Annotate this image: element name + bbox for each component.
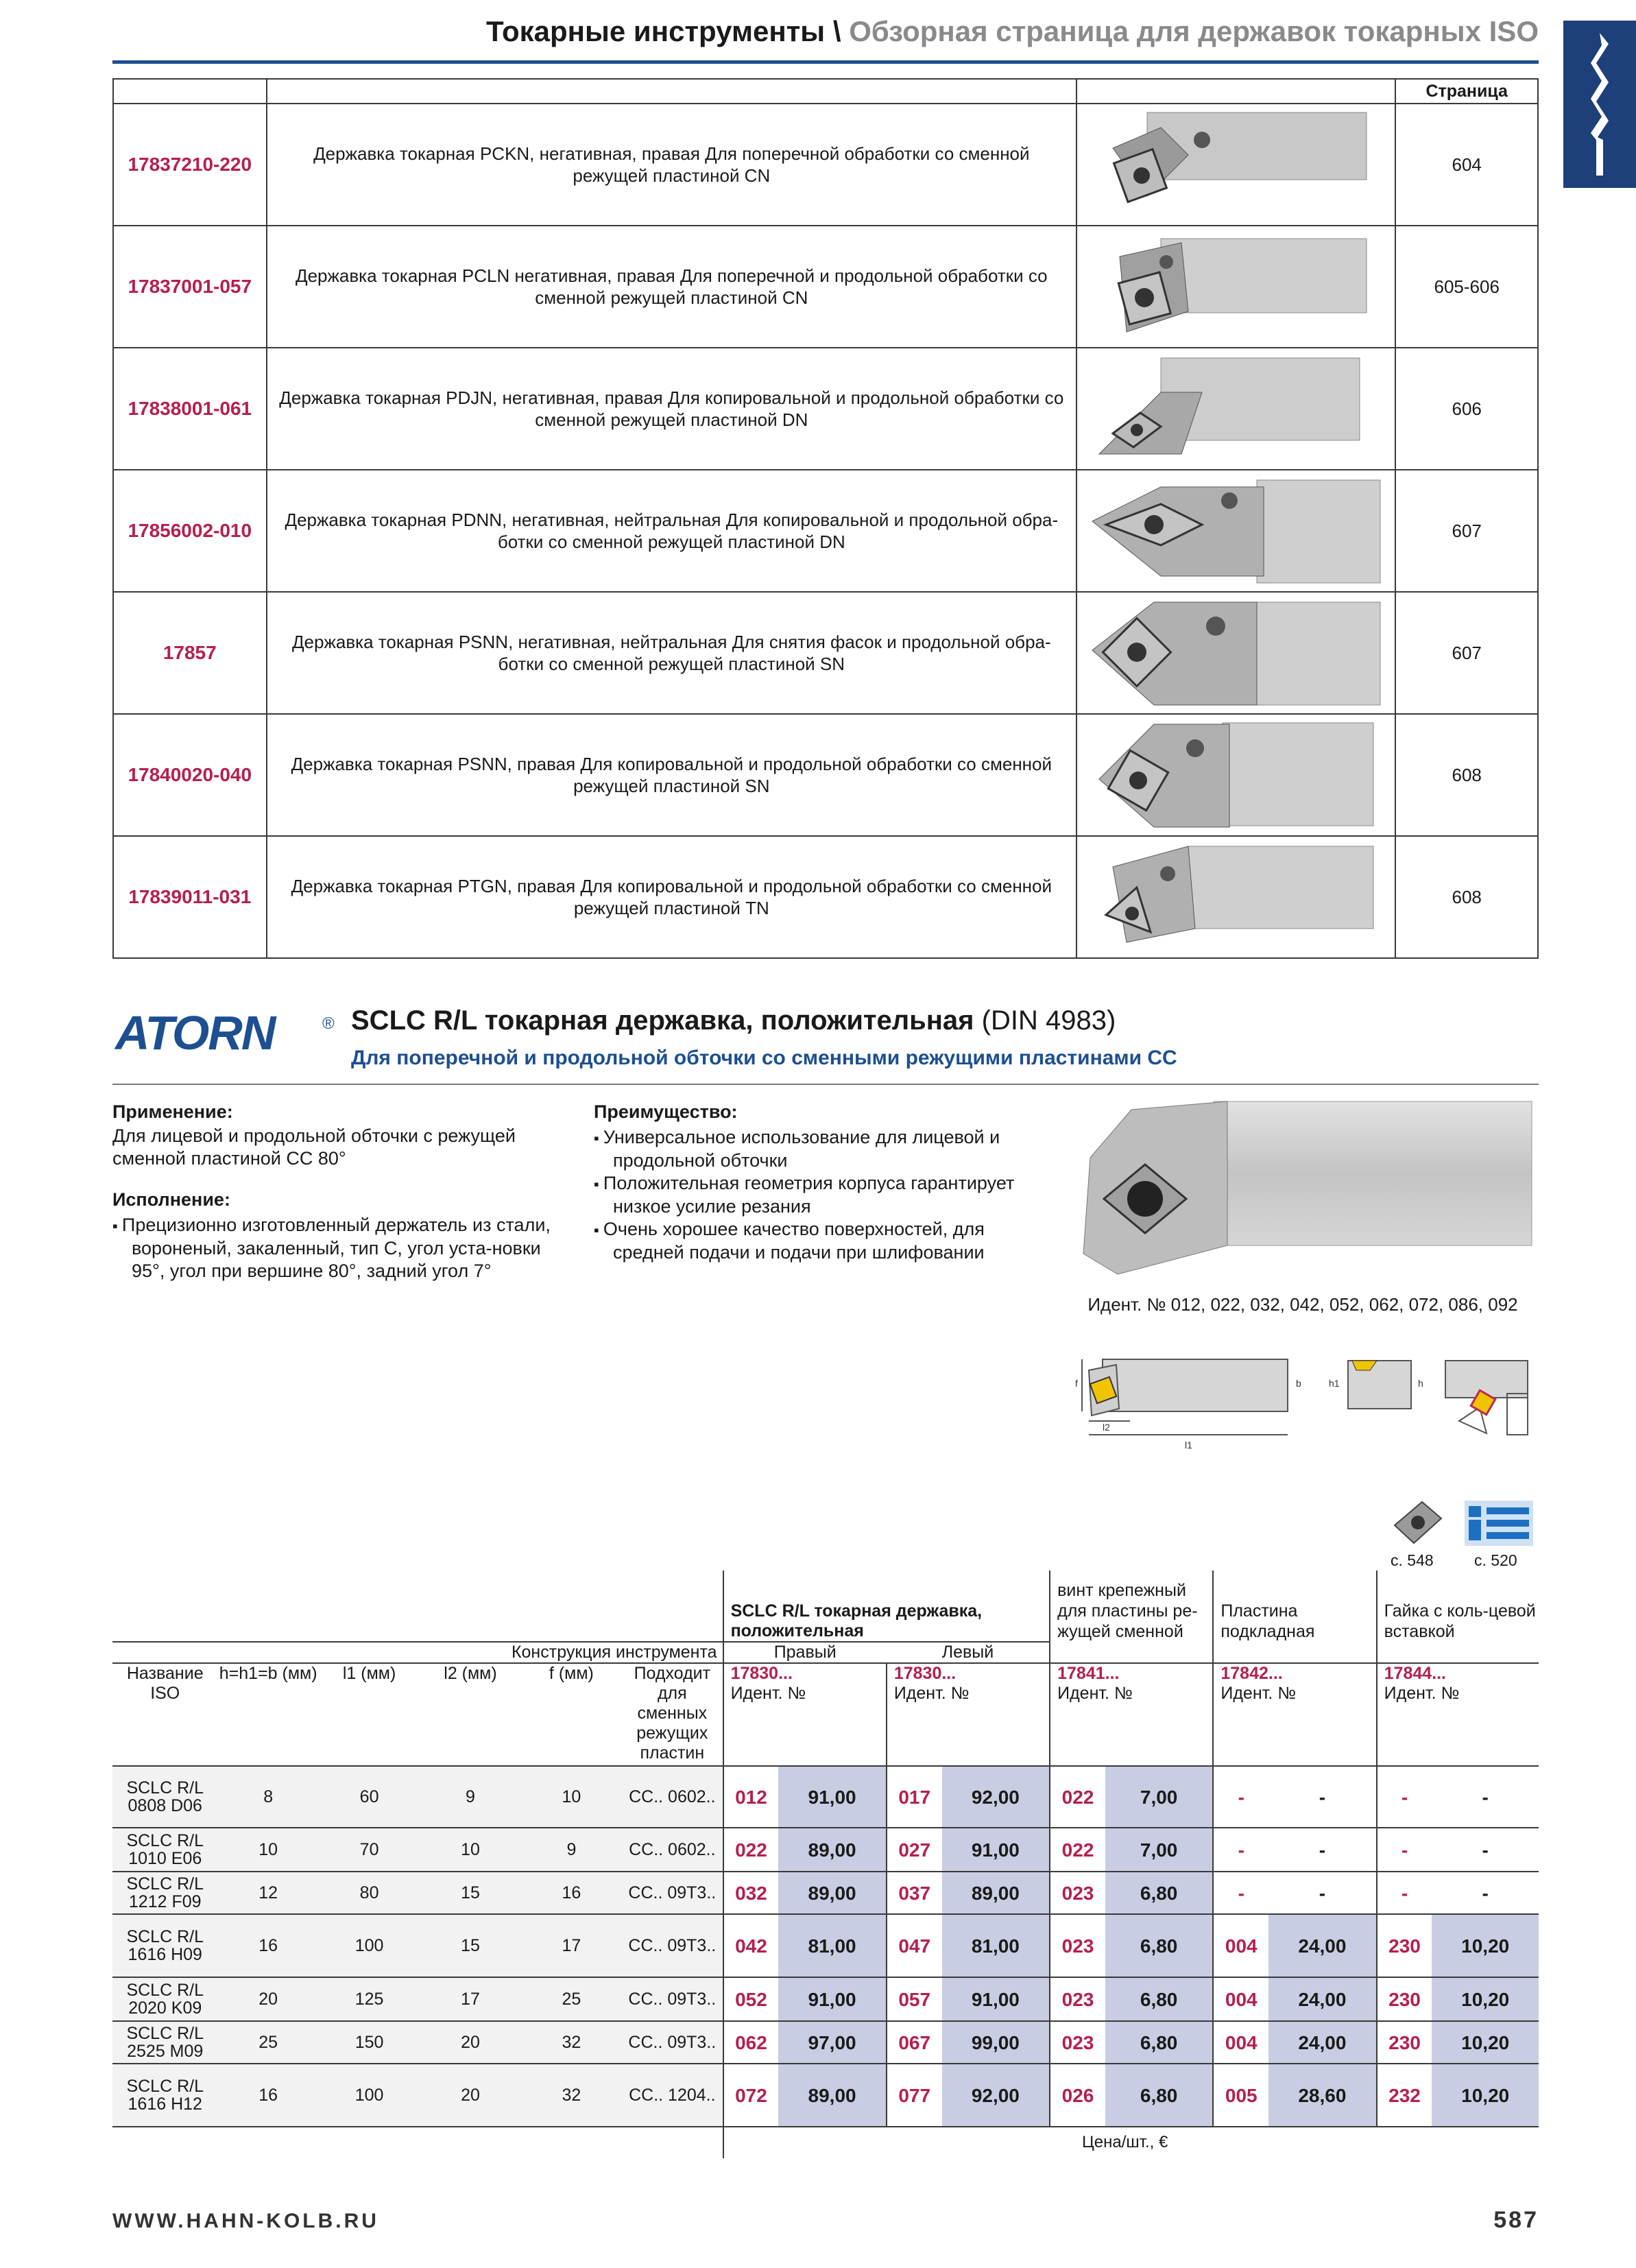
right-label: Правый: [723, 1642, 887, 1663]
catalog-page[interactable]: 608: [1395, 836, 1538, 958]
group-shim-header: Пластина подкладная: [1213, 1571, 1376, 1642]
ident-shim[interactable]: 004: [1213, 2021, 1268, 2064]
holder-image: [1076, 348, 1395, 470]
drill-icon: [1583, 30, 1617, 178]
product-title-text: SCLC R/L токарная державка, положительная: [351, 1005, 974, 1036]
col-l1: l1 (мм): [319, 1663, 420, 1766]
article-number[interactable]: 17837001-057: [113, 226, 267, 348]
ident-nut[interactable]: 230: [1377, 1914, 1432, 1977]
price-screw: 6,80: [1105, 1872, 1214, 1914]
overview-row: [113, 226, 1538, 348]
group-nut-header: Гайка с коль-цевой вставкой: [1377, 1571, 1539, 1642]
price-right: 89,00: [778, 2064, 887, 2127]
info-ref-icon[interactable]: [1465, 1501, 1533, 1546]
price-right: 81,00: [778, 1914, 887, 1977]
price-left: 99,00: [942, 2021, 1050, 2064]
logo-reg: ®: [322, 1014, 335, 1033]
group-holder-header: SCLC R/L токарная державка, положительная: [723, 1571, 1050, 1642]
overview-row: [113, 470, 1538, 592]
page-header-title: [486, 15, 1539, 48]
ident-nut[interactable]: 232: [1377, 2064, 1432, 2127]
price-shim: -: [1268, 1766, 1377, 1828]
info-ref-label[interactable]: с. 520: [1474, 1551, 1517, 1569]
holder-image: [1076, 470, 1395, 592]
application-heading: Применение:: [112, 1101, 233, 1122]
page-col-header: Страница: [1395, 79, 1538, 104]
ident-screw[interactable]: 023: [1050, 2021, 1105, 2064]
article-description: Державка токарная PCLN негативная, правая Для поперечной и продольной обработки со сменной режущей пластиной CN: [267, 226, 1077, 348]
ident-header-shim: 17842... Идент. №: [1213, 1663, 1376, 1766]
price-shim: -: [1268, 1872, 1377, 1914]
overview-header-row: [113, 79, 1538, 104]
catalog-page[interactable]: 604: [1395, 104, 1538, 226]
iso-name: SCLC R/L 0808 D06: [112, 1766, 217, 1828]
catalog-page[interactable]: 605-606: [1395, 226, 1538, 348]
header-rule: [112, 60, 1539, 64]
dim-label-l2: l2: [1103, 1422, 1110, 1433]
article-number[interactable]: 17856002-010: [113, 470, 267, 592]
price-nut: 10,20: [1432, 1914, 1539, 1977]
ident-shim: -: [1213, 1828, 1268, 1872]
price-right: 89,00: [778, 1828, 887, 1872]
holder-image: [1076, 104, 1395, 226]
price-nut: -: [1432, 1828, 1539, 1872]
technical-drawing: [1075, 1352, 1536, 1455]
table-row: SCLC R/L 1616 H09 16 100 15 17 CC.. 09T3.. 042 81,00 047 81,00 023 6,80 004 24,00 230 10,20: [112, 1914, 1539, 1977]
price-nut: -: [1432, 1872, 1539, 1914]
article-number[interactable]: 17838001-061: [113, 348, 267, 470]
ident-nut: -: [1377, 1828, 1432, 1872]
price-nut: -: [1432, 1766, 1539, 1828]
product-din: (DIN 4983): [981, 1005, 1116, 1036]
group-header-row: [112, 1571, 1539, 1642]
holder-image: [1076, 714, 1395, 836]
iso-name: SCLC R/L 2020 K09: [112, 1977, 217, 2021]
price-nut: 10,20: [1432, 1977, 1539, 2021]
ident-right[interactable]: 062: [723, 2021, 779, 2064]
price-screw: 6,80: [1105, 1914, 1214, 1977]
price-right: 91,00: [778, 1977, 887, 2021]
catalog-page[interactable]: 607: [1395, 470, 1538, 592]
article-number[interactable]: 17839011-031: [113, 836, 267, 958]
article-number[interactable]: 17840020-040: [113, 714, 267, 836]
section-rule: [112, 1084, 1539, 1085]
article-description: Державка токарная PDJN, негативная, правая Для копировальной и продольной обработки со сменной режущей пластиной DN: [267, 348, 1077, 470]
table-row: SCLC R/L 2020 K09 20 125 17 25 CC.. 09T3.. 052 91,00 057 91,00 023 6,80 004 24,00 230 10,20: [112, 1977, 1539, 2021]
price-left: 92,00: [942, 2064, 1050, 2127]
atorn-logo: [112, 1010, 339, 1058]
price-screw: 7,00: [1105, 1766, 1214, 1828]
execution-list: [112, 1214, 579, 1282]
price-right: 89,00: [778, 1872, 887, 1914]
table-row: SCLC R/L 0808 D06 8 60 9 10 CC.. 0602.. 012 91,00 017 92,00 022 7,00 - - - -: [112, 1766, 1539, 1828]
ident-shim[interactable]: 005: [1213, 2064, 1268, 2127]
construction-label: Конструкция инструмента: [112, 1642, 723, 1663]
chapter-tab[interactable]: [1563, 21, 1636, 188]
price-right: 91,00: [778, 1766, 887, 1828]
col-name: Название ISO: [112, 1663, 217, 1766]
article-description: Державка токарная PSNN, правая Для копировальной и продольной обработки со сменной режущей пластиной SN: [267, 714, 1077, 836]
dim-label-f: f: [1075, 1378, 1078, 1389]
price-left: 89,00: [942, 1872, 1050, 1914]
ident-right[interactable]: 042: [723, 1914, 779, 1977]
advantages-heading: Преимущество:: [594, 1101, 738, 1122]
col-insert: Подходит для сменных режущих пластин: [622, 1663, 723, 1766]
price-screw: 6,80: [1105, 1977, 1214, 2021]
catalog-page[interactable]: 607: [1395, 592, 1538, 714]
article-description: Державка токарная PSNN, негативная, нейтральная Для снятия фасок и продольной обра-ботки со сменной режущей пластиной SN: [267, 592, 1077, 714]
ident-right[interactable]: 052: [723, 1977, 779, 2021]
ident-left[interactable]: 057: [887, 1977, 942, 2021]
advantages-list: [594, 1126, 1060, 1264]
ident-nut[interactable]: 230: [1377, 1977, 1432, 2021]
col-hhb: h=h1=b (мм): [217, 1663, 318, 1766]
ident-header-left: 17830... Идент. №: [887, 1663, 1050, 1766]
price-right: 97,00: [778, 2021, 887, 2064]
ident-left[interactable]: 047: [887, 1914, 942, 1977]
overview-row: [113, 836, 1538, 958]
ident-shim: -: [1213, 1766, 1268, 1828]
ident-left[interactable]: 077: [887, 2064, 942, 2127]
ident-right[interactable]: 022: [723, 1828, 779, 1872]
holder-image: [1076, 836, 1395, 958]
ident-shim[interactable]: 004: [1213, 1977, 1268, 2021]
article-description: Державка токарная PDNN, негативная, нейтральная Для копировальной и продольной обра-ботки со сменной режущей пластиной DN: [267, 470, 1077, 592]
iso-name: SCLC R/L 1212 F09: [112, 1872, 217, 1914]
product-subtitle: Для поперечной и продольной обточки со сменными режущими пластинами CC: [351, 1047, 1177, 1069]
logo-text: ATORN: [115, 1010, 275, 1058]
advantage-item: ▪ Положительная геометрия корпуса гарантирует низкое усилие резания: [594, 1172, 1060, 1218]
price-left: 81,00: [942, 1914, 1050, 1977]
product-photo: [1076, 1096, 1536, 1281]
overview-row: [113, 714, 1538, 836]
price-shim: 28,60: [1268, 2064, 1377, 2127]
ident-left[interactable]: 017: [887, 1766, 942, 1828]
page-number: 587: [1493, 2207, 1539, 2233]
article-description: Державка токарная PTGN, правая Для копировальной и продольной обработки со сменной режущей пластиной TN: [267, 836, 1077, 958]
iso-name: SCLC R/L 1616 H09: [112, 1914, 217, 1977]
iso-name: SCLC R/L 1010 E06: [112, 1828, 217, 1872]
overview-row: [113, 104, 1538, 226]
ident-right[interactable]: 032: [723, 1872, 779, 1914]
left-label: Левый: [887, 1642, 1050, 1663]
table-row: SCLC R/L 1616 H12 16 100 20 32 CC.. 1204.. 072 89,00 077 92,00 026 6,80 005 28,60 232 10,20: [112, 2064, 1539, 2127]
ident-screw[interactable]: 022: [1050, 1766, 1105, 1828]
price-left: 91,00: [942, 1828, 1050, 1872]
overview-table: [112, 78, 1539, 959]
price-note: Цена/шт., €: [1082, 2133, 1168, 2151]
ident-screw[interactable]: 026: [1050, 2064, 1105, 2127]
ident-left[interactable]: 027: [887, 1828, 942, 1872]
price-shim: 24,00: [1268, 1977, 1377, 2021]
execution-item: ▪ Прецизионно изготовленный держатель из стали, вороненый, закаленный, тип C, угол уста-новки 95°, угол при вершине 80°, задний угол 7°: [112, 1214, 579, 1282]
insert-ref-label[interactable]: с. 548: [1391, 1551, 1434, 1569]
price-left: 92,00: [942, 1766, 1050, 1828]
iso-name: SCLC R/L 1616 H12: [112, 2064, 217, 2127]
catalog-page[interactable]: 608: [1395, 714, 1538, 836]
price-nut: 10,20: [1432, 2064, 1539, 2127]
price-nut: 10,20: [1432, 2021, 1539, 2064]
table-row: SCLC R/L 2525 M09 25 150 20 32 CC.. 09T3.. 062 97,00 067 99,00 023 6,80 004 24,00 230 10,20: [112, 2021, 1539, 2064]
advantage-item: ▪ Универсальное использование для лицевой и продольной обточки: [594, 1126, 1060, 1172]
ident-shim[interactable]: 004: [1213, 1914, 1268, 1977]
overview-row: [113, 592, 1538, 714]
header-title-main: Токарные инструменты \: [485, 15, 841, 47]
spec-table: [112, 1571, 1539, 2158]
footer-url-link[interactable]: WWW.HAHN-KOLB.RU: [112, 2210, 379, 2232]
overview-row: [113, 348, 1538, 470]
price-shim: -: [1268, 1828, 1377, 1872]
article-number[interactable]: 17837210-220: [113, 104, 267, 226]
ident-right[interactable]: 072: [723, 2064, 779, 2127]
advantage-item: ▪ Очень хорошее качество поверхностей, для средней подачи и подачи при шлифовании: [594, 1218, 1060, 1264]
dim-label-b: b: [1296, 1378, 1301, 1389]
catalog-page[interactable]: 606: [1395, 348, 1538, 470]
ident-screw[interactable]: 023: [1050, 1872, 1105, 1914]
article-description: Державка токарная PCKN, негативная, правая Для поперечной обработки со сменной режущей пластиной CN: [267, 104, 1077, 226]
dim-label-l1: l1: [1185, 1440, 1192, 1451]
price-left: 91,00: [942, 1977, 1050, 2021]
dim-label-h1: h1: [1329, 1378, 1340, 1389]
product-title: [351, 1005, 1116, 1036]
ident-screw[interactable]: 022: [1050, 1828, 1105, 1872]
price-screw: 6,80: [1105, 2064, 1214, 2127]
ident-header-nut: 17844... Идент. №: [1377, 1663, 1539, 1766]
column-header-row: [112, 1663, 1539, 1766]
price-screw: 7,00: [1105, 1828, 1214, 1872]
table-row: SCLC R/L 1010 E06 10 70 10 9 CC.. 0602.. 022 89,00 027 91,00 022 7,00 - - - -: [112, 1828, 1539, 1872]
price-screw: 6,80: [1105, 2021, 1214, 2064]
ident-screw[interactable]: 023: [1050, 1914, 1105, 1977]
ident-header-screw: 17841... Идент. №: [1050, 1663, 1213, 1766]
ident-nut: -: [1377, 1766, 1432, 1828]
header-title-sub: Обзорная страница для державок токарных ISO: [849, 15, 1539, 47]
col-l2: l2 (мм): [420, 1663, 520, 1766]
ident-nut: -: [1377, 1872, 1432, 1914]
ident-screw[interactable]: 023: [1050, 1977, 1105, 2021]
construction-row: [112, 1642, 1539, 1663]
dim-label-h: h: [1418, 1378, 1423, 1389]
ident-right[interactable]: 012: [723, 1766, 779, 1828]
ident-nut[interactable]: 230: [1377, 2021, 1432, 2064]
execution-heading: Исполнение:: [112, 1189, 230, 1210]
holder-image: [1076, 226, 1395, 348]
ident-shim: -: [1213, 1872, 1268, 1914]
group-screw-header: винт крепежный для пластины ре-жущей сменной: [1050, 1571, 1213, 1642]
ident-header-right: 17830... Идент. №: [723, 1663, 887, 1766]
ident-note: Идент. № 012, 022, 032, 042, 052, 062, 072, 086, 092: [1087, 1294, 1518, 1315]
col-f: f (мм): [521, 1663, 622, 1766]
iso-name: SCLC R/L 2525 M09: [112, 2021, 217, 2064]
price-shim: 24,00: [1268, 2021, 1377, 2064]
article-number[interactable]: 17857: [113, 592, 267, 714]
application-text: Для лицевой и продольной обточки с режущей сменной пластиной CC 80°: [112, 1125, 516, 1169]
price-shim: 24,00: [1268, 1914, 1377, 1977]
ident-left[interactable]: 067: [887, 2021, 942, 2064]
holder-image: [1076, 592, 1395, 714]
ident-left[interactable]: 037: [887, 1872, 942, 1914]
insert-ref-icon[interactable]: [1388, 1498, 1445, 1547]
table-row: SCLC R/L 1212 F09 12 80 15 16 CC.. 09T3.. 032 89,00 037 89,00 023 6,80 - - - -: [112, 1872, 1539, 1914]
table-footer-row: [112, 2127, 1539, 2158]
